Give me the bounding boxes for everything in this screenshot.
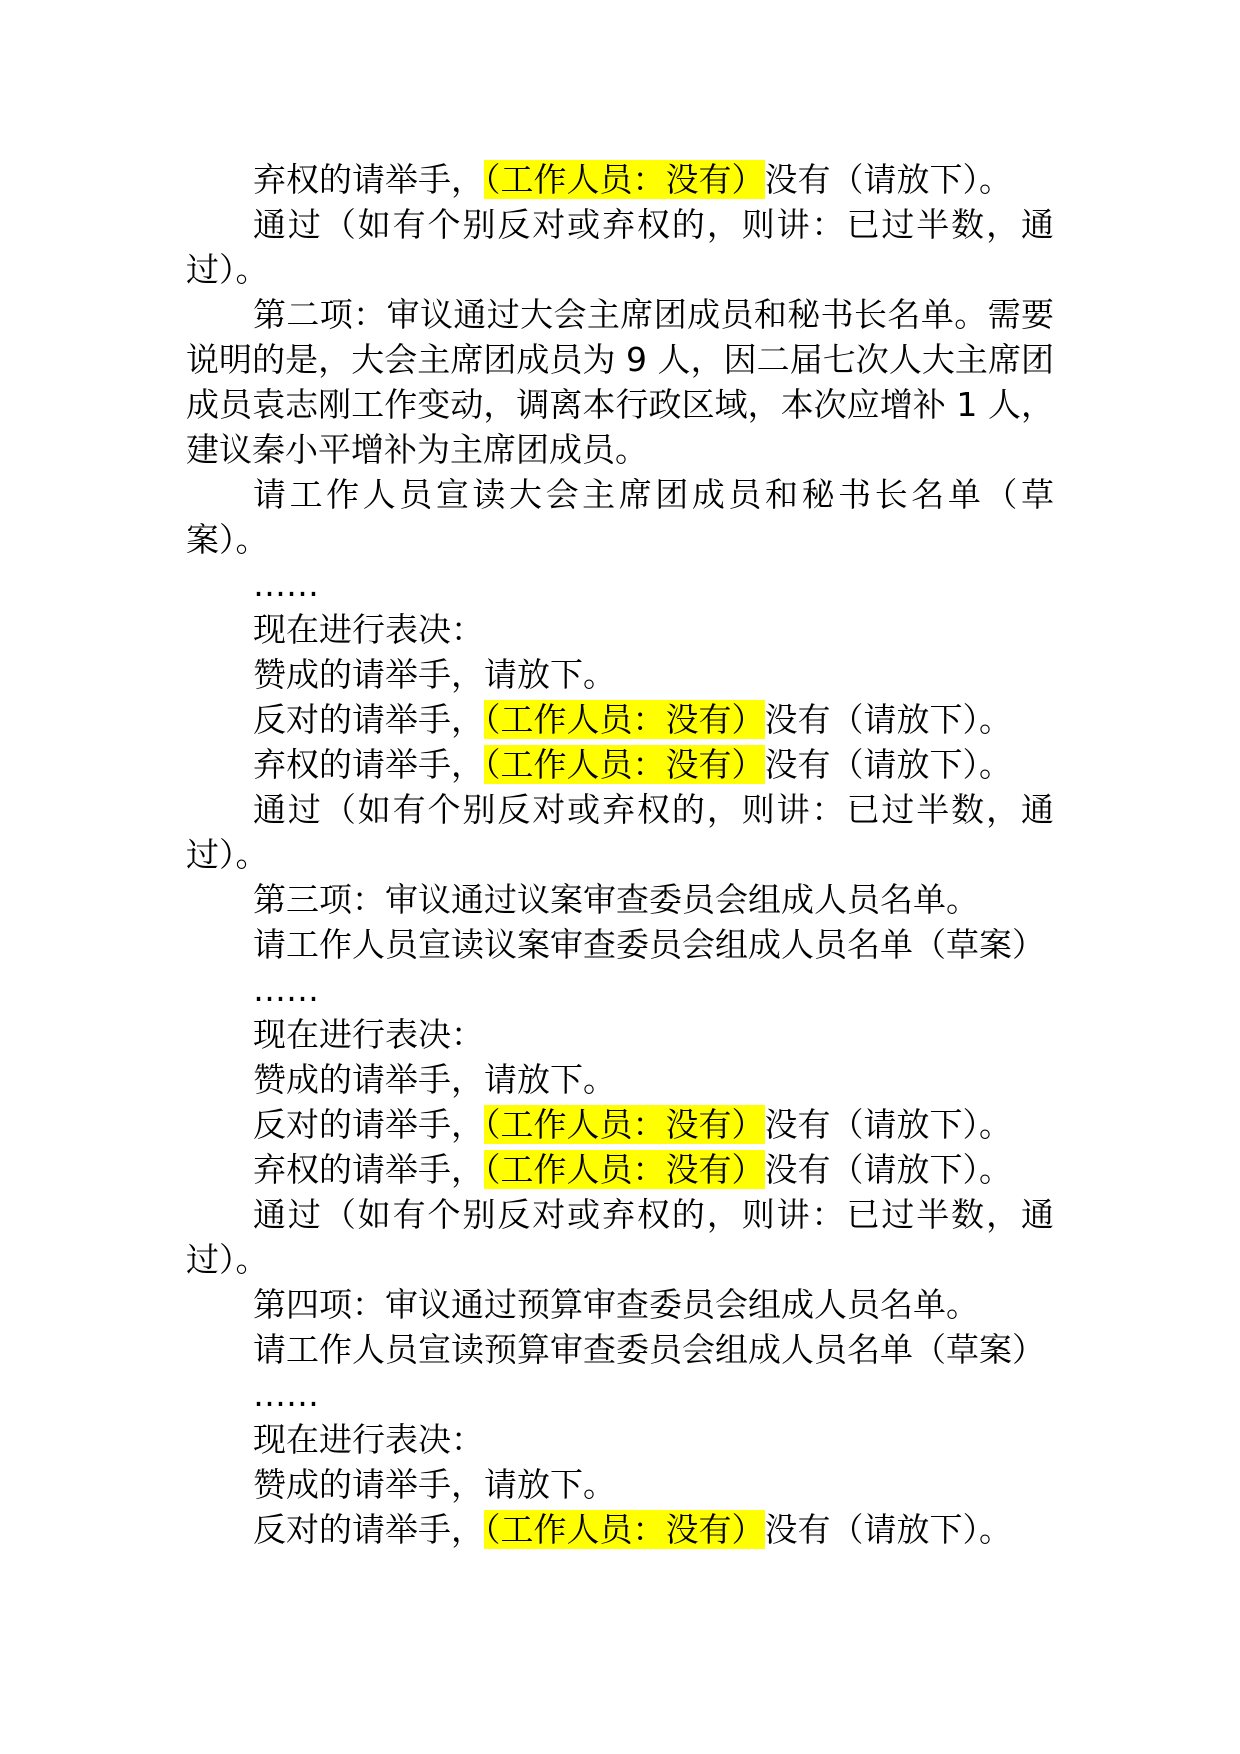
highlighted-note: （工作人员：没有） — [484, 745, 765, 784]
paragraph — [186, 1012, 1054, 1057]
paragraph-text: 赞成的请举手，请放下。 — [253, 1060, 616, 1099]
paragraph-text: 现在进行表决： — [253, 1015, 484, 1054]
paragraph-text: 弃权的请举手， — [253, 1150, 484, 1189]
paragraph-text: 赞成的请举手，请放下。 — [253, 1465, 616, 1504]
paragraph-text: 没有（请放下）。 — [764, 700, 1012, 739]
paragraph-text: 现在进行表决： — [253, 1420, 484, 1459]
paragraph-text: …… — [253, 565, 319, 604]
paragraph — [186, 1417, 1054, 1462]
paragraph-text: 请工作人员宣读大会主席团成员和秘书长名单（草案）。 — [186, 475, 1054, 559]
paragraph — [186, 472, 1054, 562]
paragraph — [186, 1102, 1054, 1147]
highlighted-note: （工作人员：没有） — [484, 1510, 765, 1549]
paragraph-text: 没有（请放下）。 — [764, 160, 1012, 199]
paragraph-text: 现在进行表决： — [253, 610, 484, 649]
paragraph — [186, 292, 1054, 472]
paragraph-text: 通过（如有个别反对或弃权的，则讲：已过半数，通过）。 — [186, 790, 1054, 874]
paragraph-text: 没有（请放下）。 — [764, 1510, 1012, 1549]
highlighted-note: （工作人员：没有） — [484, 1105, 765, 1144]
paragraph-text: …… — [253, 970, 319, 1009]
paragraph-text: 没有（请放下）。 — [764, 1105, 1012, 1144]
paragraph — [186, 607, 1054, 652]
paragraph-text: 赞成的请举手，请放下。 — [253, 655, 616, 694]
paragraph-text: 第三项：审议通过议案审查委员会组成人员名单。 — [253, 880, 979, 919]
paragraph-text: 通过（如有个别反对或弃权的，则讲：已过半数，通过）。 — [186, 1195, 1054, 1279]
paragraph — [186, 1192, 1054, 1282]
paragraph — [186, 652, 1054, 697]
paragraph — [186, 877, 1054, 922]
paragraph-text: 没有（请放下）。 — [764, 745, 1012, 784]
paragraph-text: 请工作人员宣读预算审查委员会组成人员名单（草案） — [253, 1330, 1045, 1369]
paragraph-text: 通过（如有个别反对或弃权的，则讲：已过半数，通过）。 — [186, 205, 1054, 289]
paragraph-text: 反对的请举手， — [253, 1510, 484, 1549]
paragraph — [186, 1462, 1054, 1507]
paragraph-text: 反对的请举手， — [253, 1105, 484, 1144]
paragraph-text: 没有（请放下）。 — [764, 1150, 1012, 1189]
paragraph-text: 弃权的请举手， — [253, 160, 484, 199]
paragraph — [186, 1147, 1054, 1192]
highlighted-note: （工作人员：没有） — [484, 1150, 765, 1189]
highlighted-note: （工作人员：没有） — [484, 700, 765, 739]
document-body — [186, 157, 1054, 1552]
paragraph — [186, 697, 1054, 742]
paragraph — [186, 922, 1054, 967]
paragraph — [186, 1372, 1054, 1417]
paragraph-text: …… — [253, 1375, 319, 1414]
paragraph — [186, 742, 1054, 787]
paragraph-text: 第二项：审议通过大会主席团成员和秘书长名单。需要说明的是，大会主席团成员为 9 人，因二届七次人大主席团成员袁志刚工作变动，调离本行政区域，本次应增补 1 人，建议秦小平增补为主席团成员。 — [186, 295, 1054, 469]
paragraph — [186, 1057, 1054, 1102]
paragraph — [186, 967, 1054, 1012]
paragraph-text: 反对的请举手， — [253, 700, 484, 739]
paragraph — [186, 1327, 1054, 1372]
paragraph — [186, 562, 1054, 607]
paragraph — [186, 787, 1054, 877]
paragraph-text: 请工作人员宣读议案审查委员会组成人员名单（草案） — [253, 925, 1045, 964]
paragraph — [186, 202, 1054, 292]
paragraph — [186, 1507, 1054, 1552]
highlighted-note: （工作人员：没有） — [484, 160, 765, 199]
paragraph-text: 弃权的请举手， — [253, 745, 484, 784]
paragraph — [186, 157, 1054, 202]
paragraph — [186, 1282, 1054, 1327]
paragraph-text: 第四项：审议通过预算审查委员会组成人员名单。 — [253, 1285, 979, 1324]
